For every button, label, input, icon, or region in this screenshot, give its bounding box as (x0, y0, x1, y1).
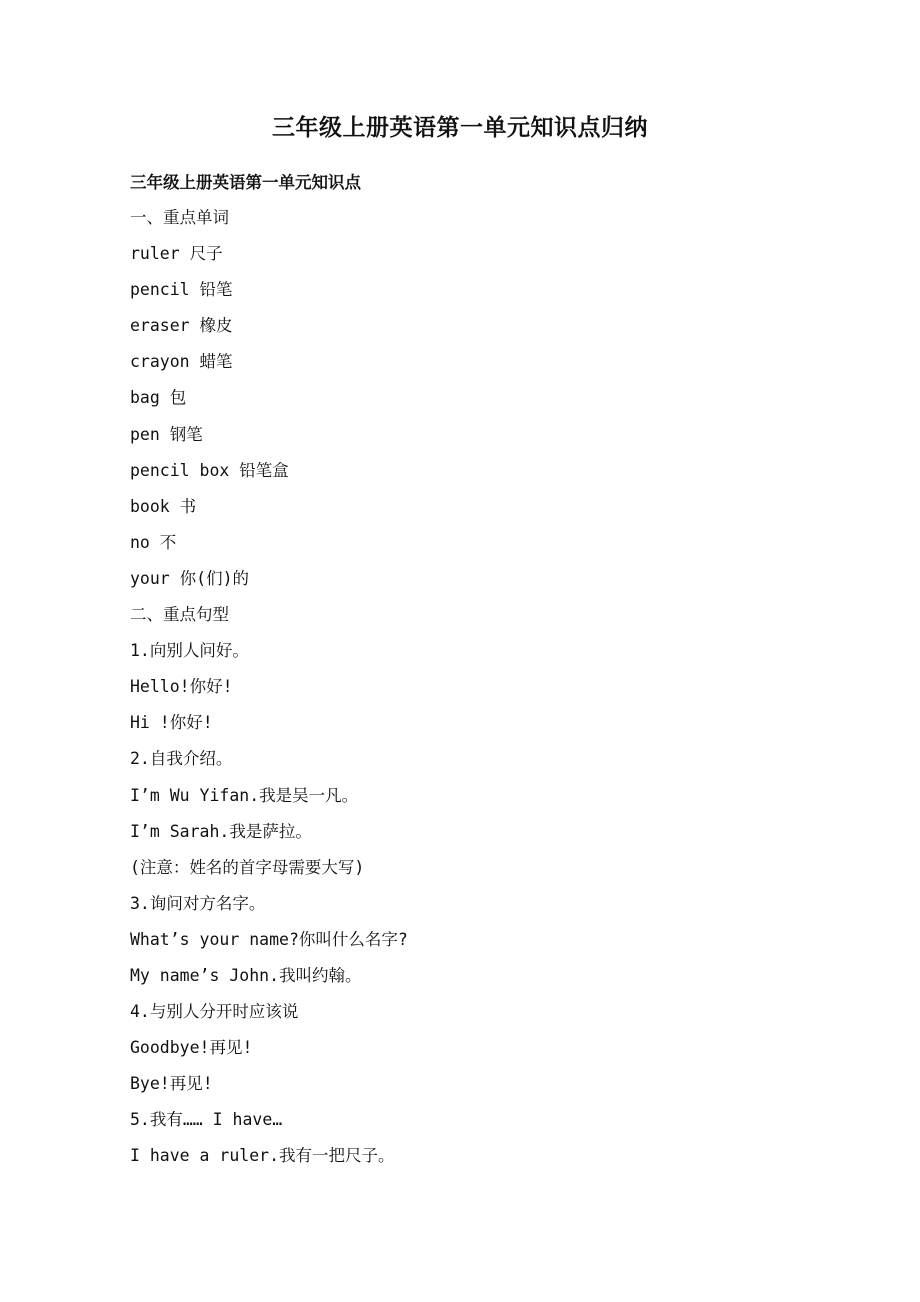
sentence-line: I have a ruler.我有一把尺子。 (130, 1146, 395, 1166)
sentence-line: I’m Sarah.我是萨拉。 (130, 821, 312, 841)
vocab-line: no 不 (130, 532, 177, 552)
document-title: 三年级上册英语第一单元知识点归纳 (272, 114, 648, 141)
sentence-line: Hello!你好! (130, 677, 233, 697)
content-lines (130, 205, 408, 1180)
sentence-line: Goodbye!再见! (130, 1038, 253, 1058)
vocab-line: book 书 (130, 496, 197, 516)
sentence-line: Bye!再见! (130, 1074, 213, 1094)
sentence-topic: 4.与别人分开时应该说 (130, 1002, 299, 1022)
sentence-topic: 3.询问对方名字。 (130, 893, 266, 913)
vocab-line: pen 钢笔 (130, 424, 203, 444)
sentence-line: Hi !你好! (130, 713, 213, 733)
sentence-topic: 2.自我介绍。 (130, 749, 233, 769)
sentence-topic: 5.我有…… I have… (130, 1110, 283, 1130)
section-heading-sentences: 二、重点句型 (130, 605, 229, 625)
vocab-line: eraser 橡皮 (130, 316, 233, 336)
vocab-line: ruler 尺子 (130, 244, 223, 264)
sentence-topic: 1.向别人问好。 (130, 641, 249, 661)
section-heading-vocabulary: 一、重点单词 (130, 208, 229, 227)
sentence-line: My name’s John.我叫约翰。 (130, 965, 362, 985)
document-subtitle: 三年级上册英语第一单元知识点 (130, 173, 361, 192)
vocab-line: crayon 蜡笔 (130, 352, 233, 372)
vocab-line: your 你(们)的 (130, 568, 250, 588)
note-line: (注意：姓名的首字母需要大写) (130, 857, 365, 877)
vocab-line: pencil box 铅笔盒 (130, 460, 289, 480)
sentence-line: What’s your name?你叫什么名字? (130, 929, 408, 949)
vocab-line: bag 包 (130, 388, 187, 408)
vocab-line: pencil 铅笔 (130, 280, 233, 300)
sentence-line: I’m Wu Yifan.我是吴一凡。 (130, 785, 359, 805)
